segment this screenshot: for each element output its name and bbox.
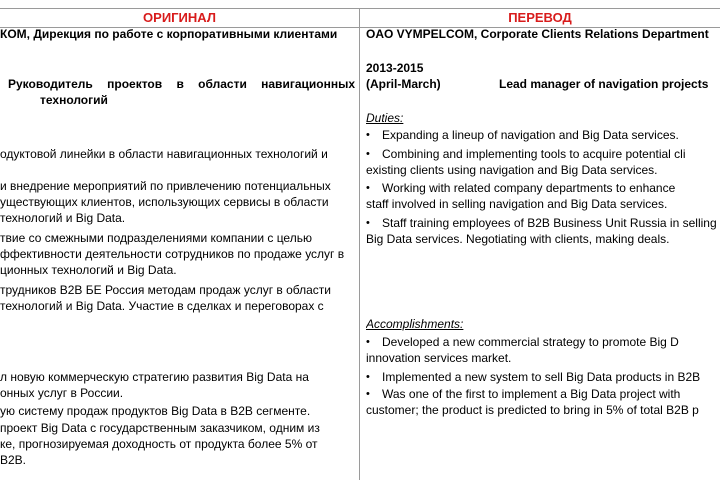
original-accomplishment-3-line-1: проект Big Data с государственным заказчиком, одним из bbox=[0, 421, 320, 435]
original-accomplishment-1-line-1: л новую коммерческую стратегию развития Big Data на bbox=[0, 370, 309, 384]
original-accomplishment-1-line-2: онных услуг в России. bbox=[0, 386, 124, 400]
bullet-icon: • bbox=[366, 371, 370, 383]
original-accomplishment-2: ую систему продаж продуктов Big Data в B2B сегменте. bbox=[0, 404, 311, 418]
translation-duty-2-line-2: existing clients using navigation and Big Data services. bbox=[366, 163, 658, 177]
header-translation: ПЕРЕВОД bbox=[360, 8, 720, 28]
original-duty-2-line-1: и внедрение мероприятий по привлечению потенциальных bbox=[0, 179, 331, 193]
translation-accomplishment-1-line-2: innovation services market. bbox=[366, 351, 512, 365]
original-duty-3-line-1: твие со смежными подразделениями компании с целью bbox=[0, 231, 312, 245]
original-duty-4-line-1: трудников B2B БЕ Россия методам продаж услуг в области bbox=[0, 283, 331, 297]
original-duty-3-line-3: ционных технологий и Big Data. bbox=[0, 263, 177, 277]
bullet-icon: • bbox=[366, 148, 370, 160]
bullet-icon: • bbox=[366, 336, 370, 348]
accomplishments-label: Accomplishments: bbox=[366, 317, 464, 331]
column-divider bbox=[359, 8, 360, 480]
translation-duty-2-line-1: Combining and implementing tools to acquire potential cli bbox=[382, 147, 686, 161]
header-original: ОРИГИНАЛ bbox=[0, 8, 359, 28]
original-accomplishment-3-line-3: B2B. bbox=[0, 453, 27, 467]
translation-column bbox=[366, 27, 720, 480]
original-position-line-2: технологий bbox=[40, 93, 108, 107]
translation-accomplishment-3-line-2: customer; the product is predicted to bring in 5% of total B2B p bbox=[366, 403, 699, 417]
translation-duty-3-line-2: staff involved in selling navigation and Big Data services. bbox=[366, 197, 668, 211]
original-duty-2-line-2: уществующих клиентов, использующих сервисы в области bbox=[0, 195, 329, 209]
original-duty-3-line-2: ффективности деятельности сотрудников по продаже услуг в bbox=[0, 247, 345, 261]
original-column bbox=[0, 27, 355, 480]
bullet-icon: • bbox=[366, 388, 370, 400]
bullet-icon: • bbox=[366, 129, 370, 141]
translation-company: OAO VYMPELCOM, Corporate Clients Relations Department bbox=[366, 27, 709, 41]
original-duty-4-line-2: технологий и Big Data. Участие в сделках и переговорах с bbox=[0, 299, 324, 313]
original-company: КОМ, Дирекция по работе с корпоративными клиентами bbox=[0, 27, 338, 41]
original-position-line-1: Руководитель проектов в области навигационных bbox=[8, 77, 355, 91]
translation-years: 2013-2015 bbox=[366, 61, 424, 75]
translation-accomplishment-3-line-1: Was one of the first to implement a Big Data project with bbox=[382, 387, 681, 401]
translation-accomplishment-2: Implemented a new system to sell Big Data products in B2B bbox=[382, 370, 701, 384]
translation-duty-4-line-2: Big Data services. Negotiating with clients, making deals. bbox=[366, 232, 670, 246]
bullet-icon: • bbox=[366, 217, 370, 229]
bullet-icon: • bbox=[366, 182, 370, 194]
original-duty-1: одуктовой линейки в области навигационных технологий и bbox=[0, 147, 328, 161]
duties-label: Duties: bbox=[366, 111, 404, 125]
translation-months: (April-March) bbox=[366, 77, 441, 91]
translation-duty-3-line-1: Working with related company departments to enhance bbox=[382, 181, 676, 195]
original-duty-2-line-3: технологий и Big Data. bbox=[0, 211, 126, 225]
original-accomplishment-3-line-2: ке, прогнозируемая доходность от продукта более 5% от bbox=[0, 437, 318, 451]
translation-duty-1: Expanding a lineup of navigation and Big Data services. bbox=[382, 128, 679, 142]
translation-accomplishment-1-line-1: Developed a new commercial strategy to promote Big D bbox=[382, 335, 679, 349]
translation-duty-4-line-1: Staff training employees of B2B Business Unit Russia in selling bbox=[382, 216, 717, 230]
translation-position: Lead manager of navigation projects bbox=[499, 77, 709, 91]
